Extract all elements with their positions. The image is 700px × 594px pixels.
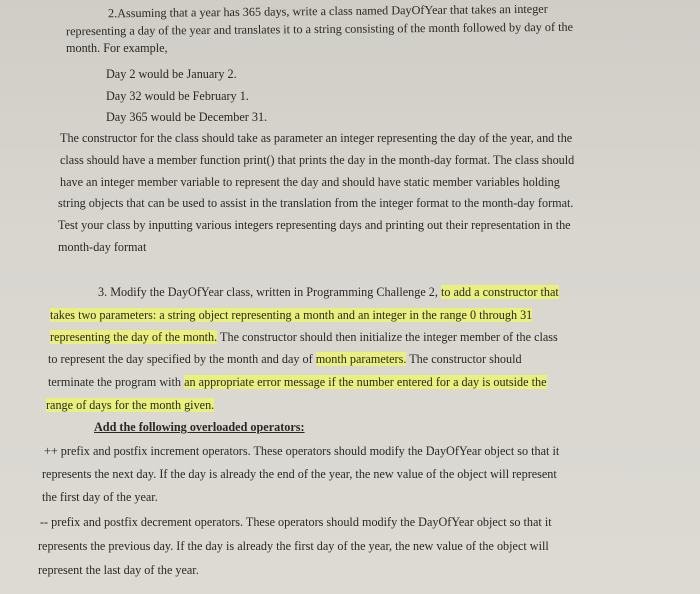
highlight-2: takes two parameters: a string object representing a month and an integer in the range 0 through 31 [50,308,533,322]
problem2-line1: 2.Assuming that a year has 365 days, write a class named DayOfYear that takes an integer [107,1,548,21]
highlight-3: representing the day of the month. [50,330,218,344]
overloaded-operators-heading: Add the following overloaded operators: [94,420,305,434]
problem3-line5-text: terminate the program with [48,375,185,389]
decrement-line1: -- prefix and postfix decrement operators. These operators should modify the DayOfYear object so that it [40,515,552,529]
highlight-4: month parameters. [315,352,407,366]
problem2-para-line4: string objects that can be used to assist in the translation from the integer format to the month-day format. [58,196,574,210]
problem3-line4-tail: The constructor should [406,352,522,366]
highlight-1: to add a constructor that [441,285,559,299]
problem2-line3: month. For example, [66,41,168,55]
problem2-para-line3: have an integer member variable to represent the day and should have static member variables holding [60,175,560,189]
problem2-para-line2: class should have a member function print() that prints the day in the month-day format. The class should [60,153,575,167]
problem3-line4-text: to represent the day specified by the month and day of [48,352,316,366]
problem3-line3-text: The constructor should then initialize the integer member of the class [217,330,558,344]
example-day2: Day 2 would be January 2. [106,67,237,81]
problem2-para-line5: Test your class by inputting various integers representing days and printing out their representation in the [58,218,571,232]
problem2-para-line1: The constructor for the class should take as parameter an integer representing the day of the year, and the [60,131,573,145]
problem3-line1-text: 3. Modify the DayOfYear class, written in Programming Challenge 2, [98,285,441,299]
problem3-line3 [50,330,558,345]
problem3-line2 [50,308,532,323]
example-day365: Day 365 would be December 31. [106,110,268,124]
increment-line2: represents the next day. If the day is already the end of the year, the new value of the object will represent [42,467,557,481]
decrement-line2: represents the previous day. If the day is already the first day of the year, the new value of the object will [38,539,549,553]
increment-line3: the first day of the year. [42,490,158,504]
problem3-line5 [48,375,547,390]
highlight-5: an appropriate error message if the number entered for a day is outside the [184,375,547,389]
problem2-para-line6: month-day format [58,240,147,254]
decrement-line3: represent the last day of the year. [38,563,199,577]
highlight-6: range of days for the month given. [46,398,215,412]
problem2-line2: representing a day of the year and translates it to a string consisting of the month followed by day of the [65,19,574,39]
problem3-line4 [48,352,522,367]
problem3-line6 [46,398,214,413]
example-day32: Day 32 would be February 1. [106,89,249,103]
problem3-line1 [98,285,559,300]
increment-line1: ++ prefix and postfix increment operators. These operators should modify the DayOfYear object so that it [44,444,560,458]
